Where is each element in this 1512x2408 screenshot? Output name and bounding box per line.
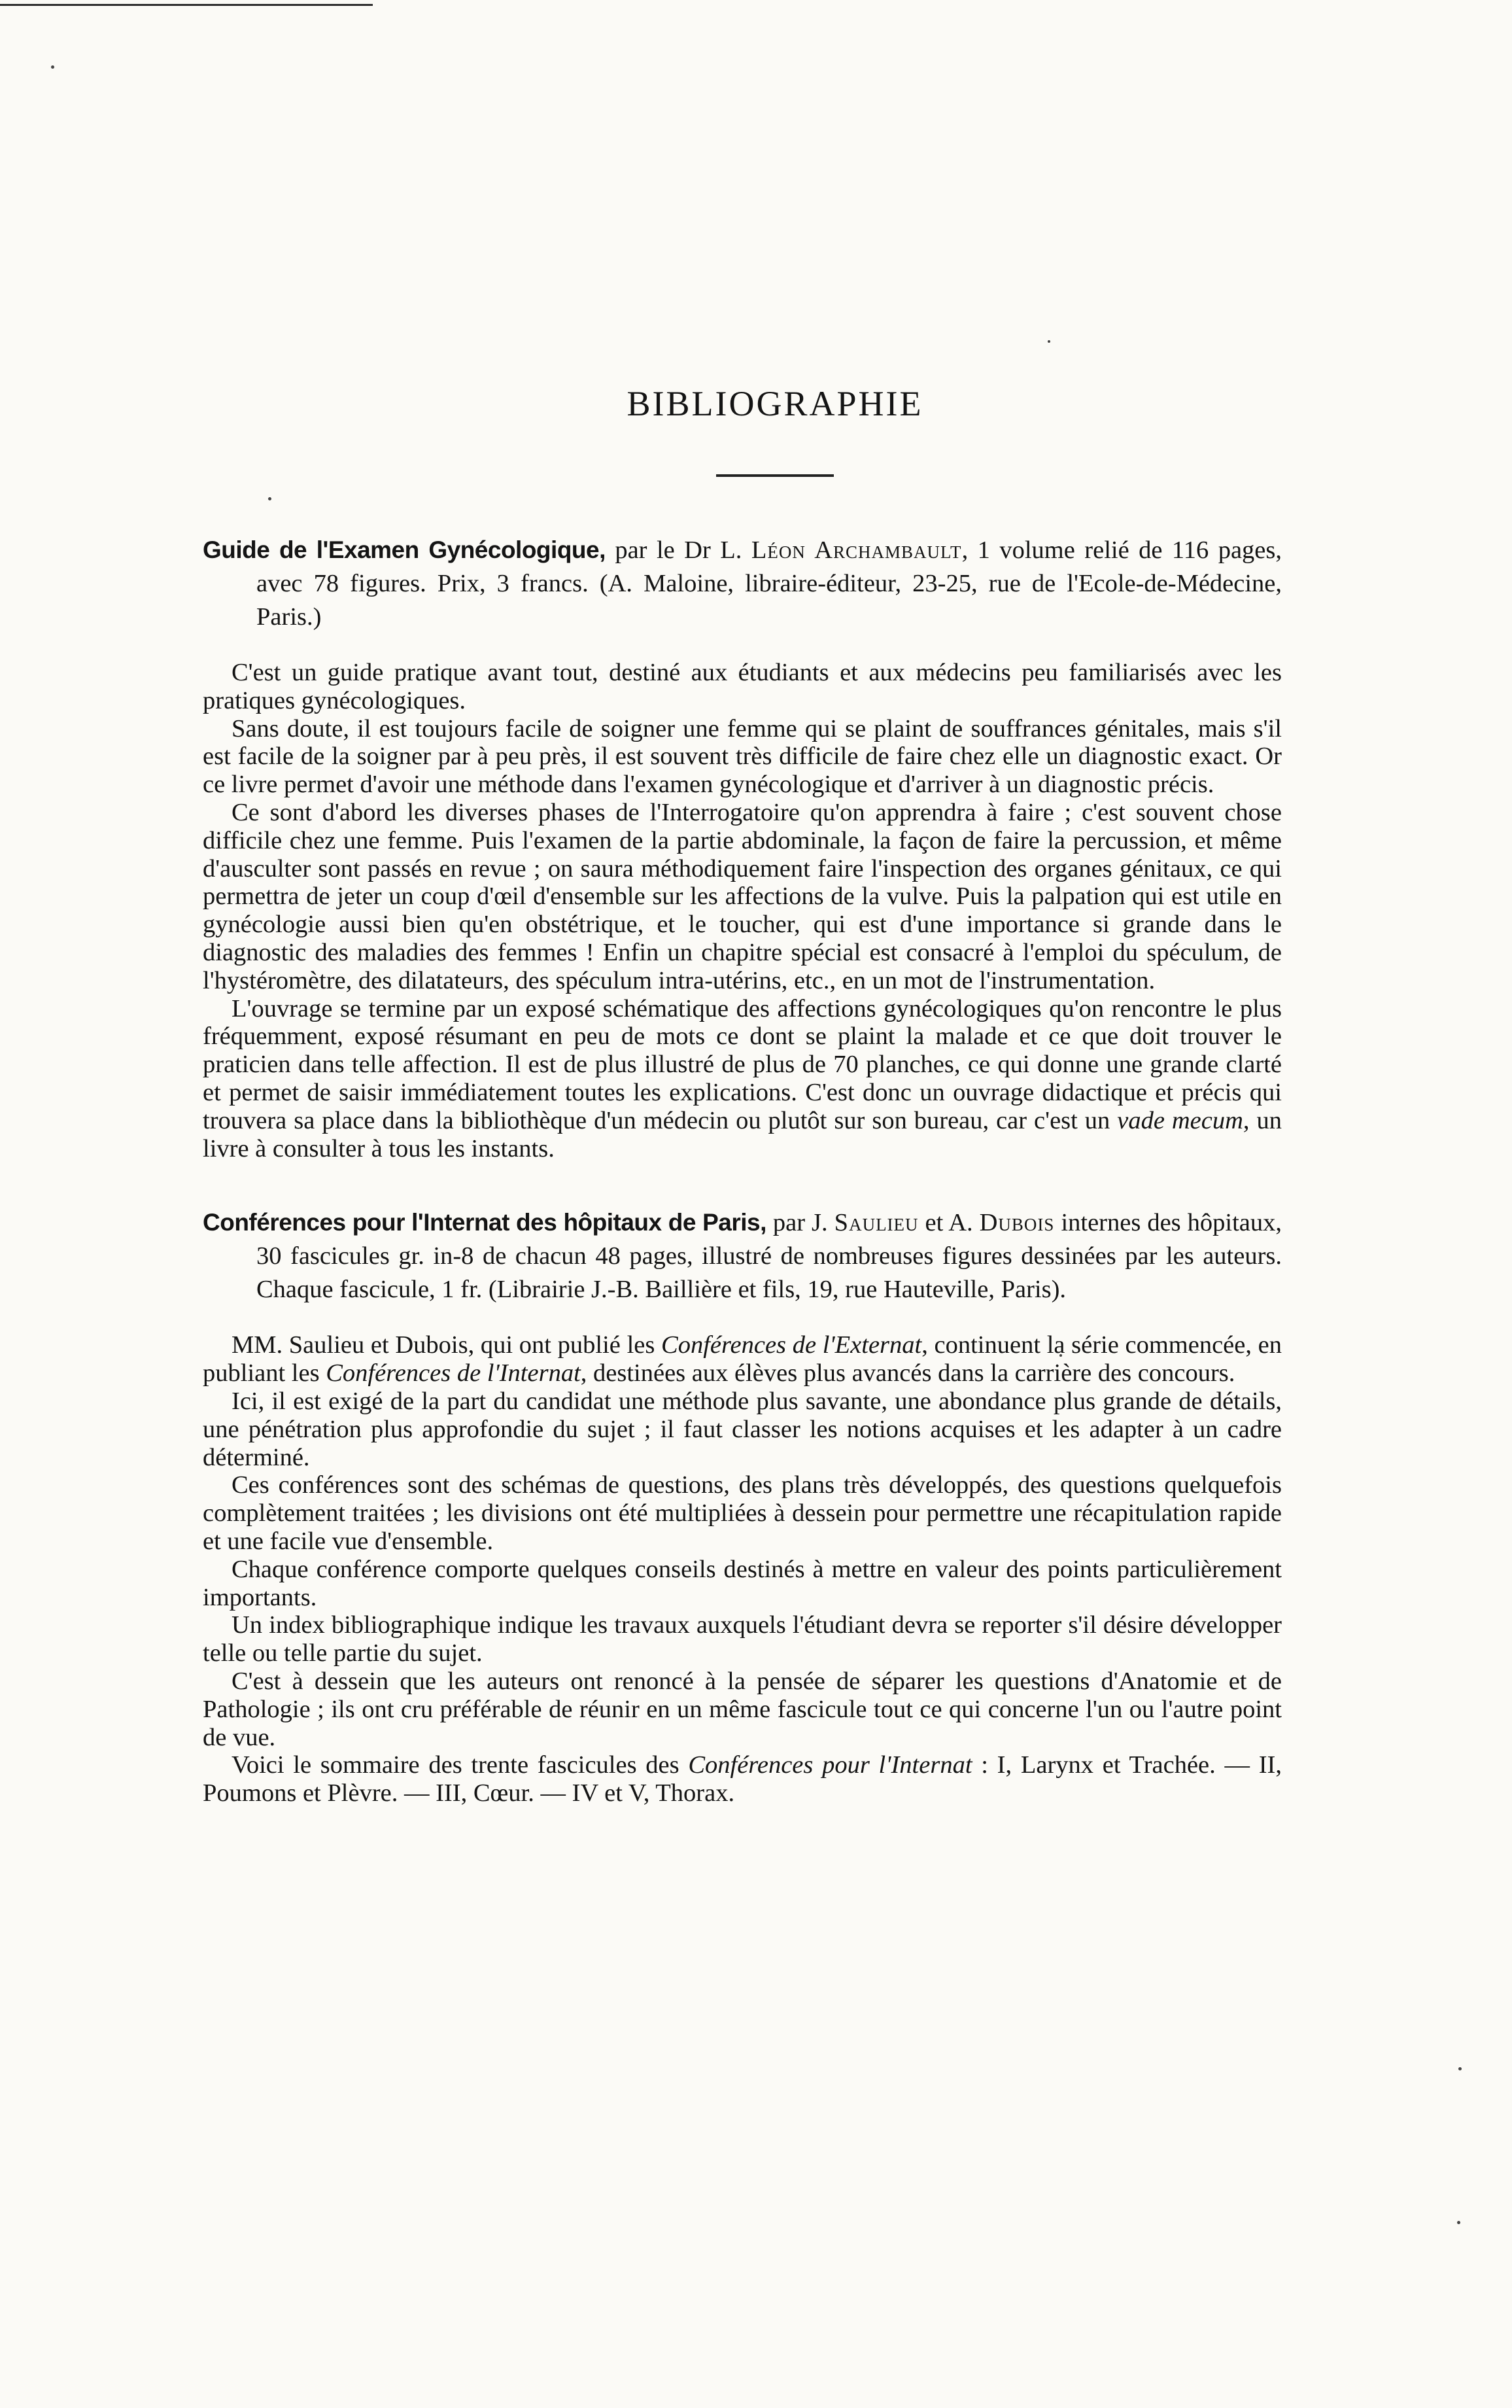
entry-publication: , 1 volume relié de 116 pages, avec 78 figures. Prix, 3 francs. (A. Maloine, libraire-éditeur, 23-25, rue de l'Ecole-de-Médecine, Paris.) [256, 536, 1282, 631]
review-text: L'ouvrage se termine par un exposé schématique des affections gynécologiques qu'on rencontre le plus fréquemment, exposé résumant en peu de mots ce dont se plaint la malade et ce que doit trouver le praticien dans telle affection. Il est de plus illustré de plus de 70 planches, ce qui donne une grande clarté et permet de saisir immédiatement toutes les explications. C'est donc un ouvrage didactique et précis qui trouvera sa place dans la bibliothèque d'un médecin ou plutôt sur son bureau, car c'est un [203, 994, 1282, 1134]
review-paragraph: Chaque conférence comporte quelques conseils destinés à mettre en valeur des points particulièrement importants. [203, 1555, 1282, 1611]
review-paragraph: C'est un guide pratique avant tout, destiné aux étudiants et aux médecins peu familiarisés avec les pratiques gynécologiques. [203, 659, 1282, 714]
entry-review [203, 659, 1282, 1162]
entry-title: Conférences pour l'Internat des hôpitaux de Paris, [203, 1209, 766, 1236]
entry-by: par J. [766, 1209, 834, 1237]
review-text: , destinées aux élèves plus avancés dans la carrière des concours. [580, 1359, 1235, 1387]
review-paragraph: Sans doute, il est toujours facile de soigner une femme qui se plaint de souffrances génitales, mais s'il est facile de la soigner par à peu près, il est souvent très difficile de faire chez elle un diagnostic exact. Or ce livre permet d'avoir une méthode dans l'examen gynécologique et d'arriver à un diagnostic précis. [203, 714, 1282, 799]
review-paragraph: Ces conférences sont des schémas de questions, des plans très développés, des questions quelquefois complètement traitées ; les divisions ont été multipliées à dessein pour permettre une récapitulation rapide et une facile vue d'ensemble. [203, 1471, 1282, 1555]
entry-review [203, 1331, 1282, 1807]
review-italic: vade mecum [1117, 1106, 1243, 1134]
top-edge-rule [0, 4, 373, 6]
entry-heading [203, 1206, 1282, 1306]
entry-author: Léon Archambault [751, 536, 962, 564]
entry-author: Saulieu [834, 1209, 919, 1237]
review-italic: Conférences de l'Externat [661, 1331, 922, 1359]
entry-author: Dubois [979, 1209, 1055, 1237]
entry-by: par le Dr L. [605, 536, 751, 564]
review-italic: Conférences pour l'Internat [688, 1751, 972, 1779]
entry-and: et A. [918, 1209, 980, 1237]
review-paragraph [203, 1331, 1282, 1387]
review-text: : I, Larynx et Trachée. — II, Poumons et Plèvre. — III, Cœur. — IV et V, Thorax. [203, 1751, 1282, 1807]
page-title: BIBLIOGRAPHIE [627, 384, 923, 423]
entry-title: Guide de l'Examen Gynécologique, [203, 536, 606, 563]
review-paragraph: Un index bibliographique indique les travaux auxquels l'étudiant devra se reporter s'il désire développer telle ou telle partie du sujet. [203, 1611, 1282, 1667]
review-italic: Conférences de l'Internat [326, 1359, 581, 1387]
review-paragraph: C'est à dessein que les auteurs ont renoncé à la pensée de séparer les questions d'Anatomie et de Pathologie ; ils ont cru préférable de réunir en un même fascicule tout ce qui concerne l'un ou l'autre point de vue. [203, 1667, 1282, 1751]
entry-heading [203, 533, 1282, 634]
entry-conferences-internat [203, 1206, 1282, 1807]
review-paragraph [203, 1751, 1282, 1807]
review-text: Voici le sommaire des trente fascicules des [232, 1751, 689, 1779]
title-rule [716, 474, 834, 477]
review-text: MM. Saulieu et Dubois, qui ont publié les [232, 1331, 662, 1359]
review-paragraph [203, 995, 1282, 1163]
entry-guide-examen [203, 533, 1282, 1162]
bibliography-page [203, 357, 1282, 1807]
review-paragraph: Ici, il est exigé de la part du candidat une méthode plus savante, une abondance plus grande de détails, une pénétration plus approfondie du sujet ; il faut classer les notions acquises et les adapter à un cadre déterminé. [203, 1387, 1282, 1471]
review-text: , continuent la série commencée, en publiant les [203, 1331, 1282, 1387]
review-text: , un livre à consulter à tous les instants. [203, 1106, 1282, 1162]
entry-publication: internes des hôpitaux, 30 fascicules gr. in-8 de chacun 48 pages, illustré de nombreuses figures dessinées par les auteurs. Chaque fascicule, 1 fr. (Librairie J.-B. Baillière et fils, 19, rue Hauteville, Paris). [256, 1209, 1282, 1304]
review-paragraph: Ce sont d'abord les diverses phases de l'Interrogatoire qu'on apprendra à faire ; c'est souvent chose difficile chez une femme. Puis l'examen de la partie abdominale, la façon de faire la percussion, et même d'ausculter sont passés en revue ; on saura méthodiquement faire l'inspection des organes génitaux, ce qui permettra de jeter un coup d'œil d'ensemble sur les affections de la vulve. Puis la palpation qui est utile en gynécologie aussi bien qu'en obstétrique, et le toucher, qui est d'une importance si grande dans le diagnostic des maladies des femmes ! Enfin un chapitre spécial est consacré à l'emploi du spéculum, de l'hystéromètre, des dilatateurs, des spéculum intra-utérins, etc., en un mot de l'instrumentation. [203, 798, 1282, 994]
